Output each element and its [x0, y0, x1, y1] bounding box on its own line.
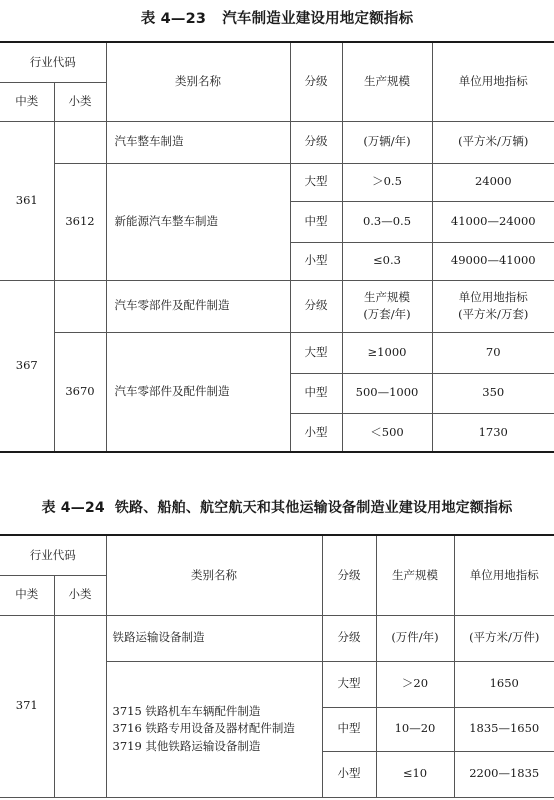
caption-number: 表 4—24 [41, 500, 105, 516]
sub-code-cell: 3670 [54, 332, 106, 452]
scale-cell: ≥1000 [342, 332, 432, 373]
category-name-cell: 汽车零部件及配件制造 [106, 332, 290, 452]
mid-code-cell: 361 [0, 121, 54, 280]
sub-code-cell: 3612 [54, 163, 106, 280]
header-category-name: 类别名称 [106, 42, 290, 121]
table-4-24-caption [0, 497, 554, 517]
table-4-23-caption [0, 7, 554, 28]
table-row [0, 163, 554, 201]
sub-code-cell [54, 615, 106, 797]
scale-cell: ≤0.3 [342, 242, 432, 280]
scale-cell: 500—1000 [342, 373, 432, 413]
scale-cell: 10—20 [376, 707, 454, 751]
table-4-24 [0, 534, 554, 798]
scale-cell: ＞0.5 [342, 163, 432, 201]
sub-code-cell [54, 280, 106, 332]
index-label: 单位用地指标 [458, 289, 528, 304]
grade-cell: 小型 [290, 242, 342, 280]
grade-cell: 分级 [290, 280, 342, 332]
header-industry-code: 行业代码 [0, 535, 106, 575]
index-header-cell [432, 280, 554, 332]
index-unit-cell: (平方米/万件) [454, 615, 554, 661]
scale-unit-cell: (万件/年) [376, 615, 454, 661]
index-cell: 1650 [454, 661, 554, 707]
index-cell: 24000 [432, 163, 554, 201]
scale-header-cell [342, 280, 432, 332]
scale-cell: 0.3—0.5 [342, 201, 432, 242]
header-land-index: 单位用地指标 [432, 42, 554, 121]
grade-cell: 中型 [322, 707, 376, 751]
scale-unit: (万套/年) [363, 307, 411, 321]
sub-item: 3716 铁路专用设备及器材配件制造 [112, 721, 295, 736]
header-scale: 生产规模 [376, 535, 454, 615]
sub-item: 3719 其他铁路运输设备制造 [112, 738, 261, 753]
header-land-index: 单位用地指标 [454, 535, 554, 615]
table-row [0, 121, 554, 163]
scale-cell: ＜500 [342, 413, 432, 452]
sub-code-cell [54, 121, 106, 163]
sub-item: 3715 铁路机车车辆配件制造 [112, 704, 261, 719]
table-row [0, 615, 554, 661]
header-row-1 [0, 42, 554, 82]
grade-cell: 中型 [290, 373, 342, 413]
category-name-cell: 汽车零部件及配件制造 [106, 280, 290, 332]
grade-cell: 分级 [290, 121, 342, 163]
grade-cell: 大型 [322, 661, 376, 707]
category-name-cell: 新能源汽车整车制造 [106, 163, 290, 280]
index-cell: 1835—1650 [454, 707, 554, 751]
scale-cell: ＞20 [376, 661, 454, 707]
index-unit-cell: (平方米/万辆) [432, 121, 554, 163]
grade-cell: 小型 [322, 751, 376, 797]
header-grade: 分级 [290, 42, 342, 121]
header-industry-code: 行业代码 [0, 42, 106, 82]
index-unit: (平方米/万套) [458, 307, 529, 321]
header-sub-class: 小类 [54, 82, 106, 121]
table-row [0, 280, 554, 332]
caption-number: 表 4—23 [140, 11, 207, 27]
header-sub-class: 小类 [54, 575, 106, 615]
index-cell: 2200—1835 [454, 751, 554, 797]
mid-code-cell: 367 [0, 280, 54, 452]
grade-cell: 分级 [322, 615, 376, 661]
caption-title: 汽车制造业建设用地定额指标 [222, 11, 414, 27]
scale-label: 生产规模 [364, 289, 410, 304]
header-row-1 [0, 535, 554, 575]
index-cell: 1730 [432, 413, 554, 452]
header-mid-class: 中类 [0, 575, 54, 615]
index-cell: 70 [432, 332, 554, 373]
scale-cell: ≤10 [376, 751, 454, 797]
index-cell: 49000—41000 [432, 242, 554, 280]
scale-unit-cell: (万辆/年) [342, 121, 432, 163]
grade-cell: 大型 [290, 332, 342, 373]
header-category-name: 类别名称 [106, 535, 322, 615]
grade-cell: 中型 [290, 201, 342, 242]
category-name-cell: 铁路运输设备制造 [106, 615, 322, 661]
index-cell: 350 [432, 373, 554, 413]
grade-cell: 小型 [290, 413, 342, 452]
table-4-23 [0, 41, 554, 453]
category-name-cell: 汽车整车制造 [106, 121, 290, 163]
mid-code-cell: 371 [0, 615, 54, 797]
caption-title: 铁路、船舶、航空航天和其他运输设备制造业建设用地定额指标 [114, 500, 513, 516]
grade-cell: 大型 [290, 163, 342, 201]
header-scale: 生产规模 [342, 42, 432, 121]
table-row [0, 332, 554, 373]
header-grade: 分级 [322, 535, 376, 615]
index-cell: 41000—24000 [432, 201, 554, 242]
sub-items-cell [106, 661, 322, 797]
header-mid-class: 中类 [0, 82, 54, 121]
